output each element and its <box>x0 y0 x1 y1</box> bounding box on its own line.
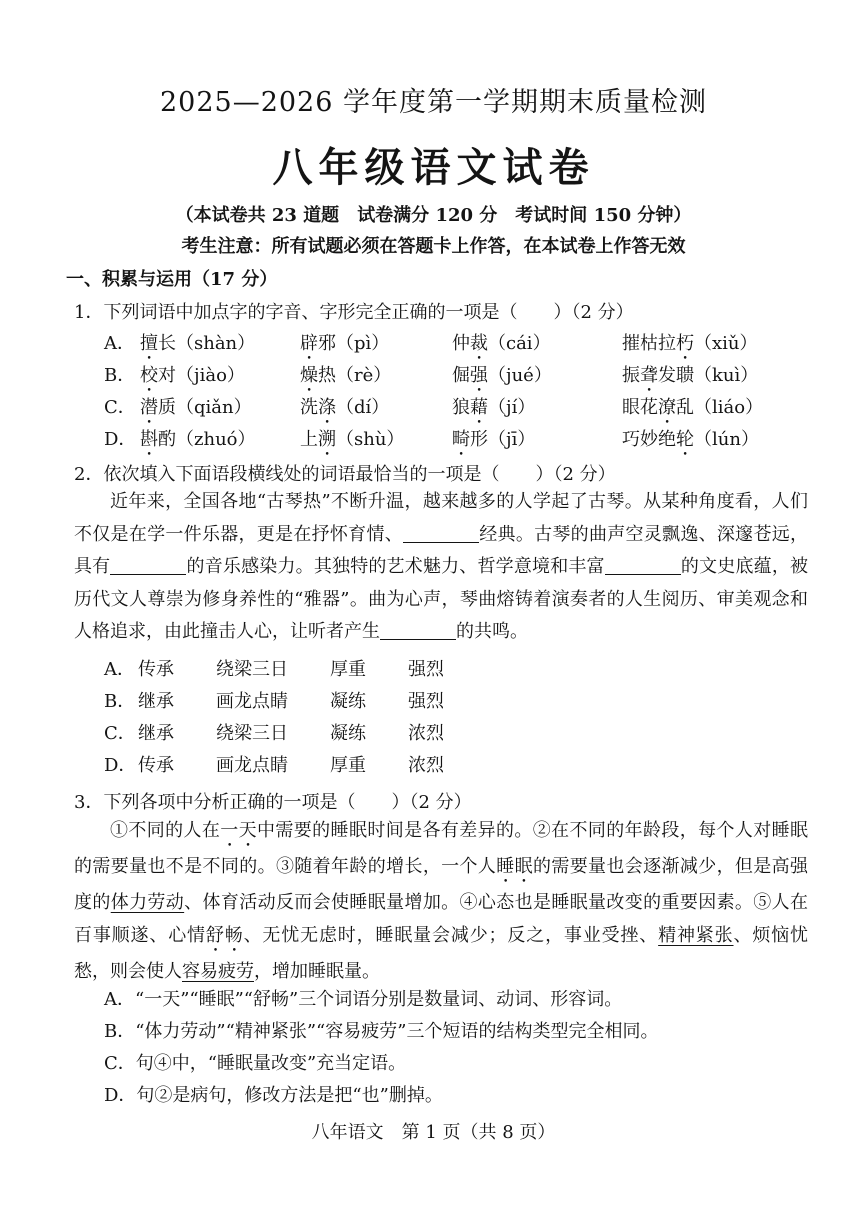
word-item: 眼花潦乱（liáo） <box>622 397 764 418</box>
option-word: 传承 <box>138 659 174 680</box>
option-label: A． <box>104 659 135 680</box>
option-word: 强烈 <box>408 691 444 712</box>
option-word: 浓烈 <box>408 723 444 744</box>
question-1-option-a[interactable] <box>104 329 824 357</box>
dotted-char: 畸 <box>452 429 470 450</box>
option-word: 厚重 <box>330 755 366 776</box>
question-3-option-c[interactable]: C．句④中，“睡眠量改变”充当定语。 <box>104 1053 407 1074</box>
question-3-option-d[interactable]: D．句②是病句，修改方法是把“也”删掉。 <box>104 1085 443 1106</box>
question-2-option-d[interactable] <box>104 751 524 779</box>
dotted-char: 聋 <box>640 365 658 386</box>
dotted-char: 轮 <box>676 429 694 450</box>
option-label: B． <box>104 691 136 712</box>
question-3-stem: 3．下列各项中分析正确的一项是（ ）（2 分） <box>74 792 472 813</box>
dotted-char: 潜 <box>140 397 158 418</box>
option-word: 继承 <box>138 723 174 744</box>
dotted-char: 藉 <box>470 397 488 418</box>
word-item: 校对（jiào） <box>140 365 245 386</box>
paper-title: 八年级语文试卷 <box>272 144 595 191</box>
exam-notice: 考生注意：所有试题必须在答题卡上作答，在本试卷上作答无效 <box>181 236 686 257</box>
full-score: 试卷满分 120 分 <box>357 205 498 226</box>
word-item: 振聋发聩（kuì） <box>622 365 759 386</box>
option-word: 绕梁三日 <box>216 723 288 744</box>
exam-duration: 考试时间 150 分钟） <box>515 205 692 226</box>
word-item: 洗涤（dí） <box>300 397 390 418</box>
dotted-char: 擅 <box>140 333 158 354</box>
word-item: 燥热（rè） <box>300 365 392 386</box>
question-count: （本试卷共 23 道题 <box>175 205 340 226</box>
answer-blank <box>380 621 456 640</box>
dotted-char: 斟 <box>140 429 158 450</box>
option-label: D． <box>104 755 137 776</box>
dotted-word: 一天 <box>220 820 258 841</box>
dotted-char: 辟 <box>300 333 318 354</box>
word-item: 擅长（shàn） <box>140 333 256 354</box>
dotted-char: 校 <box>140 365 158 386</box>
dotted-word: 睡眠 <box>496 856 533 877</box>
question-1-option-c[interactable] <box>104 393 824 421</box>
option-label: C． <box>104 397 136 418</box>
option-label: C． <box>104 723 136 744</box>
dotted-char: 潦 <box>658 397 676 418</box>
dotted-char: 朽 <box>676 333 694 354</box>
dotted-char: 裁 <box>470 333 488 354</box>
section-heading: 一、积累与运用（17 分） <box>66 269 278 290</box>
word-item: 上溯（shù） <box>300 429 405 450</box>
question-2-option-a[interactable] <box>104 655 524 683</box>
option-word: 传承 <box>138 755 174 776</box>
option-word: 浓烈 <box>408 755 444 776</box>
question-1-option-b[interactable] <box>104 361 824 389</box>
option-word: 画龙点睛 <box>216 691 288 712</box>
exam-info <box>0 201 867 227</box>
question-1-option-d[interactable] <box>104 425 824 453</box>
question-1-stem: 1．下列词语中加点字的字音、字形完全正确的一项是（ ）（2 分） <box>74 302 634 323</box>
option-label: D． <box>104 429 137 450</box>
dotted-char: 燥 <box>300 365 318 386</box>
answer-blank <box>110 556 186 575</box>
word-item: 摧枯拉朽（xiǔ） <box>622 333 758 354</box>
question-3-passage: ①不同的人在一天中需要的睡眠时间是各有差异的。②在不同的年龄段，每个人对睡眠的需要量也不是不同的。③随着年龄的增长，一个人睡眠的需要量也会逐渐减少，但是高强度的体力劳动、体育活动反而会使睡眠量增加。④心态也是睡眠量改变的重要因素。⑤人在百事顺遂、心情舒畅、无忧无虑时，睡眠量会减少；反之，事业受挫、精神紧张、烦恼忧愁，则会使人容易疲劳，增加睡眠量。 <box>74 820 809 982</box>
word-item: 畸形（jī） <box>452 429 536 450</box>
option-word: 画龙点睛 <box>216 755 288 776</box>
question-2-stem: 2．依次填入下面语段横线处的词语最恰当的一项是（ ）（2 分） <box>74 464 616 485</box>
option-word: 厚重 <box>330 659 366 680</box>
question-3-option-a[interactable]: A．“一天”“睡眠”“舒畅”三个词语分别是数量词、动词、形容词。 <box>104 989 623 1010</box>
answer-blank <box>605 556 681 575</box>
question-3-option-b[interactable]: B．“体力劳动”“精神紧张”“容易疲劳”三个短语的结构类型完全相同。 <box>104 1021 659 1042</box>
dotted-char: 涤 <box>318 397 336 418</box>
option-label: A． <box>104 333 135 354</box>
word-item: 狼藉（jí） <box>452 397 536 418</box>
dotted-word: 舒畅 <box>205 924 244 946</box>
option-word: 凝练 <box>330 691 366 712</box>
underlined-phrase: 容易疲劳 <box>182 960 254 982</box>
option-word: 强烈 <box>408 659 444 680</box>
word-item: 仲裁（cái） <box>452 333 551 354</box>
underlined-phrase: 精神紧张 <box>658 924 734 946</box>
question-2-passage: 近年来，全国各地“古琴热”不断升温，越来越多的人学起了古琴。从某种角度看，人们不仅是在学一件乐器，更是在抒怀育情、 经典。古琴的曲声空灵飘逸、深邃苍远，具有 的音乐感染力。其独特的艺术魅力、哲学意境和丰富 的文史底蕴，被历代文人尊崇为修身养性的“雅器”。曲为心声，琴曲熔铸着演奏者的人生阅历、审美观念和人格追求，由此撞击人心，让听者产生 的共鸣。 <box>74 491 809 643</box>
word-item: 巧妙绝轮（lún） <box>622 429 759 450</box>
exam-title: 2025—2026 学年度第一学期期末质量检测 <box>159 87 707 118</box>
dotted-char: 溯 <box>318 429 336 450</box>
dotted-char: 强 <box>470 365 488 386</box>
option-word: 绕梁三日 <box>216 659 288 680</box>
option-word: 凝练 <box>330 723 366 744</box>
answer-blank <box>403 524 479 543</box>
underlined-phrase: 体力劳动 <box>110 892 185 913</box>
option-word: 继承 <box>138 691 174 712</box>
word-item: 辟邪（pì） <box>300 333 390 354</box>
option-label: B． <box>104 365 136 386</box>
question-2-option-b[interactable] <box>104 687 524 715</box>
question-2-option-c[interactable] <box>104 719 524 747</box>
word-item: 斟酌（zhuó） <box>140 429 256 450</box>
word-item: 倔强（jué） <box>452 365 552 386</box>
word-item: 潜质（qiǎn） <box>140 397 252 418</box>
page-footer: 八年语文 第 1 页（共 8 页） <box>311 1122 556 1143</box>
